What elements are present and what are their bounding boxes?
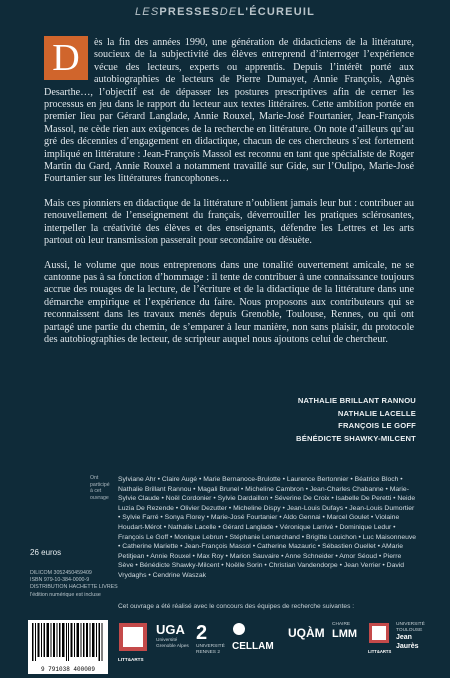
uqam-label: UQÀM [288,626,325,640]
litt-arts-label: LITT&ARTS [118,657,144,662]
digital-edition-note: l'édition numérique est incluse [30,591,101,598]
editors-list [296,395,416,445]
contributors-caption: Ont participé à cet ouvrage [90,475,110,501]
uqam-logo [288,622,328,656]
rennes2-label: RENNES 2 [196,649,220,655]
ut-jean-jaures-logo [396,622,430,656]
editor-name: NATHALIE LACELLE [337,408,416,418]
paragraph-2: Mais ces pionniers en didactique de la littérature n’oublient jamais leur but : contribuer au renouvellement de l’enseignement du français, déverrouiller les pratiques sclérosantes, interpeller la créativité des élèves et des enseignants, défendre les Lettres et les arts partout où leur transmission passerait pour secondaire ou désuète. [44,197,414,247]
uga-label: UGA [156,622,185,637]
litt-arts-icon [118,622,148,652]
publisher-part-ecureuil: L'ÉCUREUIL [237,6,316,18]
litt-arts-logo [118,622,152,662]
uga-logo [156,622,190,656]
publisher-part-les: LES [134,6,160,18]
publisher-name [0,6,450,18]
litt-arts-2-icon [368,622,390,644]
distribution: DISTRIBUTION HACHETTE LIVRES [30,584,118,591]
research-teams-note: Cet ouvrage a été réalisé avec le concours des équipes de recherche suivantes : [118,603,355,610]
rennes2-logo: 2 UNIVERSITÉ RENNES 2 [196,622,228,656]
publisher-part-de: DE [219,6,238,18]
partner-logos [118,622,430,662]
drop-cap-letter: D [52,37,80,79]
cellam-label: CELLAM [232,641,274,652]
uga-subtitle: Université Grenoble Alpes [156,638,189,649]
dilicom-code: DILICOM 3052450459409 [30,570,92,576]
litt-arts-logo-2 [368,622,392,656]
chaire-subtitle: CHAIRE [332,622,351,627]
editor-name: FRANÇOIS LE GOFF [338,421,416,431]
litt-arts-2-label: LITT&ARTS [368,649,392,654]
barcode-number: 9 791038 400009 [40,666,95,673]
chaire-lmm-logo [332,622,362,656]
paragraph-1: ès la fin des années 1990, une génération de didacticiens de la littérature, soucieux de la subjectivité des élèves entreprend d’interroger l’expérience vécue des lecteurs, experts ou apprentis. Depuis l’intérêt porté aux autobiographies de lecteurs de Pierre Dumayet, Annie François, Agnès Desarthe…, l’objectif est de dépasser les postures prescriptives afin de cerner les processus en jeu dans le rapport du lecteur aux textes littéraires. Cette ambition portée en premier lieu par Gérard Langlade, Annie Rouxel, Marie-José Fourtanier, Jean-François Massol, ne cède rien aux exigences de la recherche en littérature. On note d’ailleurs qu’au gré des décennies d’engagement en didactique, chacun de ces chercheurs s’est fortement impliqué en littérature : Jean-François Massol est reconnu en tant que spécialiste de Roger Martin du Gard, Annie Rouxel a notamment travaillé sur Gide, sur l’Oulipo, Marie-José Fourtanier sur les littératures francophones… [44,37,414,185]
barcode-bars-icon [32,623,104,661]
book-metadata [30,570,120,599]
back-cover-text [44,37,414,358]
rennes2-subtitle: UNIVERSITÉ [196,644,225,649]
publisher-part-presses: PRESSES [159,6,220,18]
barcode [28,620,108,674]
price: 26 euros [30,548,62,557]
ut-subtitle: UNIVERSITÉ TOULOUSE [396,622,425,633]
cellam-logo [232,622,282,656]
lmm-label: LMM [332,627,358,640]
editor-name: BÉNÉDICTE SHAWKY-MILCENT [296,433,416,443]
cellam-icon [232,622,246,636]
editor-name: NATHALIE BRILLANT RANNOU [297,396,416,405]
isbn: ISBN 979-10-384-0000-9 [30,577,90,584]
ut-label: Jean Jaurès [396,634,419,651]
paragraph-3: Aussi, le volume que nous entreprenons dans une tonalité ouvertement amicale, ne se cantonne pas à sa fonction d’hommage : il tente de contribuer à une connaissance toujours accrue des rouages de la lecture, de l’écriture et de la didactique de la littérature dans une démarche empirique et l’expérience du faire. Nous proposons aux contributeurs qui se reconnaissent dans les travaux menés depuis Grenoble, Toulouse, Rennes, ou qui ont partagé une partie du chemin, de s’emparer à leur manière, non sans plaisir, du protocole des autobiographies de lecteur, de scripteur auquel nous ajoutons celui de chercheur. [44,259,414,345]
contributors-list: Sylviane Ahr • Claire Augé • Marie Bernanoce-Brulotte • Laurence Bertonnier • Béatrice Bloch • Nathalie Brillant Rannou • Magali Brunel • Micheline Cambron • Jean-Charles Chabanne • Marie-Sylvie Claude • Noël Cordonier • Sylvie Dardaillon • Séverine De Croix • Isabelle De Peretti • Neide Luzia De Rezende • Olivier Dezutter • Micheline Dispy • Jean-Louis Dufays • Jean-Louis Dumortier • Sylvie Farré • Sonya Florey • Marie-José Fourtanier • Aldo Gennai • Marcel Goulet • Violaine Houdart-Mérot • Nathalie Lacelle • Gérard Langlade • Véronique Larrivé • Dominique Ledur • François Le Goff • Monique Lebrun • Stéphanie Lemarchand • Brigitte Louichon • Luc Maisonneuve • Catherine Mariette • Jean-François Massol • Catherine Mazauric • Sébastien Ouellet • AMarie Petitjean • Annie Rouxel • Max Roy • Marion Sauvaire • Anne Schneider • Amor Séoud • Pierre Sève • Bénédicte Shawky-Milcent • Noëlle Sorin • Christian Vandendorpe • Jean Verrier • David Vrydaghs • Cendrine Waszak [118,476,417,579]
